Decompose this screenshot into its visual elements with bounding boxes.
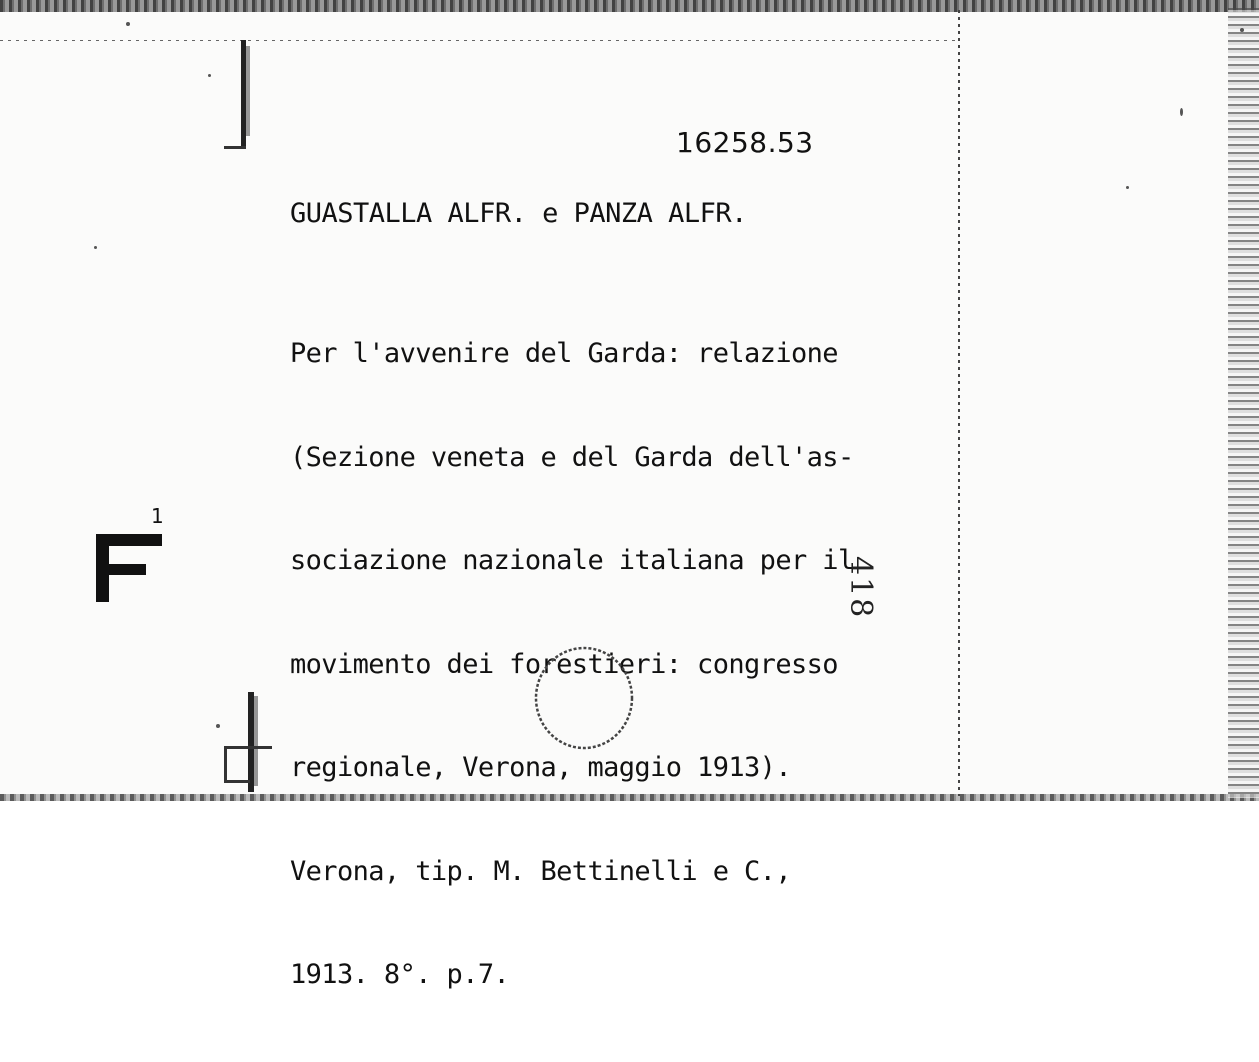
speck bbox=[94, 246, 97, 249]
speck bbox=[208, 74, 211, 77]
speck bbox=[216, 724, 220, 728]
call-number: 16258.53 bbox=[676, 126, 814, 159]
description-line: 1913. 8°. p.7. bbox=[290, 959, 510, 990]
speck bbox=[1180, 108, 1183, 116]
card-top-edge bbox=[0, 0, 1259, 12]
speck bbox=[1126, 186, 1129, 189]
right-edge-strip bbox=[1228, 8, 1259, 798]
description-line: regionale, Verona, maggio 1913). bbox=[290, 752, 791, 783]
location-superscript: 1 bbox=[151, 504, 164, 528]
author-heading: GUASTALLA ALFR. e PANZA ALFR. bbox=[290, 198, 747, 229]
description-line: movimento dei forestieri: congresso bbox=[290, 648, 838, 680]
bracket-mark-bottom bbox=[212, 688, 272, 794]
punch-hole bbox=[532, 644, 636, 752]
description-line: Verona, tip. M. Bettinelli e C., bbox=[290, 855, 791, 887]
dotted-rule bbox=[0, 40, 960, 41]
description-line: Per l'avvenire del Garda: relazione bbox=[290, 338, 838, 369]
bracket-mark-top bbox=[222, 36, 258, 156]
description-line: (Sezione veneta e del Garda dell'as- bbox=[290, 441, 854, 473]
stamp-number: 418 bbox=[843, 556, 878, 620]
description-line: sociazione nazionale italiana per il bbox=[290, 545, 854, 576]
location-letter bbox=[94, 530, 164, 604]
speck bbox=[1240, 28, 1244, 32]
vertical-rule bbox=[958, 10, 960, 796]
speck bbox=[126, 22, 130, 26]
